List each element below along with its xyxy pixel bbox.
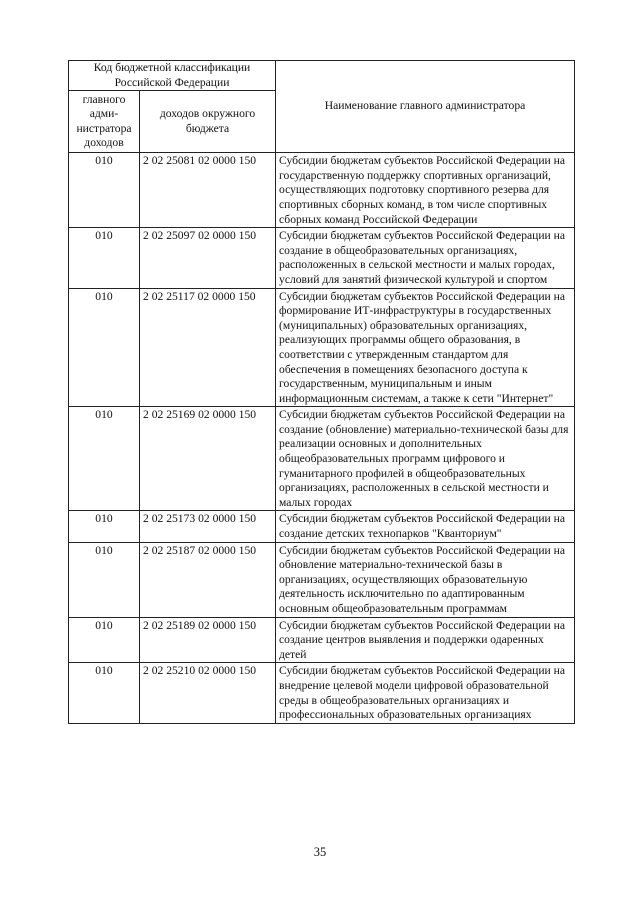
table-body bbox=[69, 153, 575, 724]
header-main-administrator: главного адми-нистратора доходов bbox=[69, 91, 140, 153]
table-row bbox=[69, 542, 575, 617]
budget-classification-table bbox=[68, 60, 575, 724]
revenue-code-cell: 2 02 25081 02 0000 150 bbox=[140, 153, 276, 228]
table-row bbox=[69, 511, 575, 542]
admin-code-cell: 010 bbox=[69, 407, 140, 511]
revenue-code-cell: 2 02 25173 02 0000 150 bbox=[140, 511, 276, 542]
revenue-code-cell: 2 02 25210 02 0000 150 bbox=[140, 663, 276, 723]
page-number: 35 bbox=[313, 845, 327, 859]
admin-code-cell: 010 bbox=[69, 153, 140, 228]
table-row bbox=[69, 153, 575, 228]
revenue-code-cell: 2 02 25117 02 0000 150 bbox=[140, 288, 276, 407]
header-administrator-name: Наименование главного администратора bbox=[276, 61, 575, 153]
revenue-code-cell: 2 02 25097 02 0000 150 bbox=[140, 228, 276, 288]
revenue-code-cell: 2 02 25187 02 0000 150 bbox=[140, 542, 276, 617]
administrator-name-cell: Субсидии бюджетам субъектов Российской Федерации на формирование ИТ-инфраструктуры в государственных (муниципальных) образовательных организациях, реализующих программы общего образования, в соответствии с утвержденным стандартом для обеспечения в помещениях безопасного доступа к государственным, муниципальным и иным информационным системам, а также к сети "Интернет" bbox=[276, 288, 575, 407]
administrator-name-cell: Субсидии бюджетам субъектов Российской Федерации на обновление материально-технической базы в организациях, осуществляющих образовательную деятельность исключительно по адаптированным основным общеобразовательным программам bbox=[276, 542, 575, 617]
header-district-budget-revenue: доходов окружного бюджета bbox=[140, 91, 276, 153]
revenue-code-cell: 2 02 25189 02 0000 150 bbox=[140, 617, 276, 663]
administrator-name-cell: Субсидии бюджетам субъектов Российской Федерации на создание детских технопарков "Кванториум" bbox=[276, 511, 575, 542]
revenue-code-cell: 2 02 25169 02 0000 150 bbox=[140, 407, 276, 511]
administrator-name-cell: Субсидии бюджетам субъектов Российской Федерации на создание центров выявления и поддержки одаренных детей bbox=[276, 617, 575, 663]
header-budget-classification-code: Код бюджетной классификации Российской Федерации bbox=[69, 61, 276, 91]
admin-code-cell: 010 bbox=[69, 617, 140, 663]
table-row bbox=[69, 407, 575, 511]
table-row bbox=[69, 663, 575, 723]
admin-code-cell: 010 bbox=[69, 288, 140, 407]
admin-code-cell: 010 bbox=[69, 228, 140, 288]
admin-code-cell: 010 bbox=[69, 663, 140, 723]
table-row bbox=[69, 228, 575, 288]
table-row bbox=[69, 617, 575, 663]
table-row bbox=[69, 288, 575, 407]
administrator-name-cell: Субсидии бюджетам субъектов Российской Федерации на создание в общеобразовательных организациях, расположенных в сельской местности и малых городах, условий для занятий физической культурой и спортом bbox=[276, 228, 575, 288]
administrator-name-cell: Субсидии бюджетам субъектов Российской Федерации на внедрение целевой модели цифровой образовательной среды в общеобразовательных организациях и профессиональных образовательных организациях bbox=[276, 663, 575, 723]
administrator-name-cell: Субсидии бюджетам субъектов Российской Федерации на создание (обновление) материально-технической базы для реализации основных и дополнительных общеобразовательных программ цифрового и гуманитарного профилей в общеобразовательных организациях, расположенных в сельской местности и малых городах bbox=[276, 407, 575, 511]
admin-code-cell: 010 bbox=[69, 511, 140, 542]
administrator-name-cell: Субсидии бюджетам субъектов Российской Федерации на государственную поддержку спортивных организаций, осуществляющих подготовку спортивного резерва для спортивных сборных команд, в том числе спортивных сборных команд Российской Федерации bbox=[276, 153, 575, 228]
admin-code-cell: 010 bbox=[69, 542, 140, 617]
